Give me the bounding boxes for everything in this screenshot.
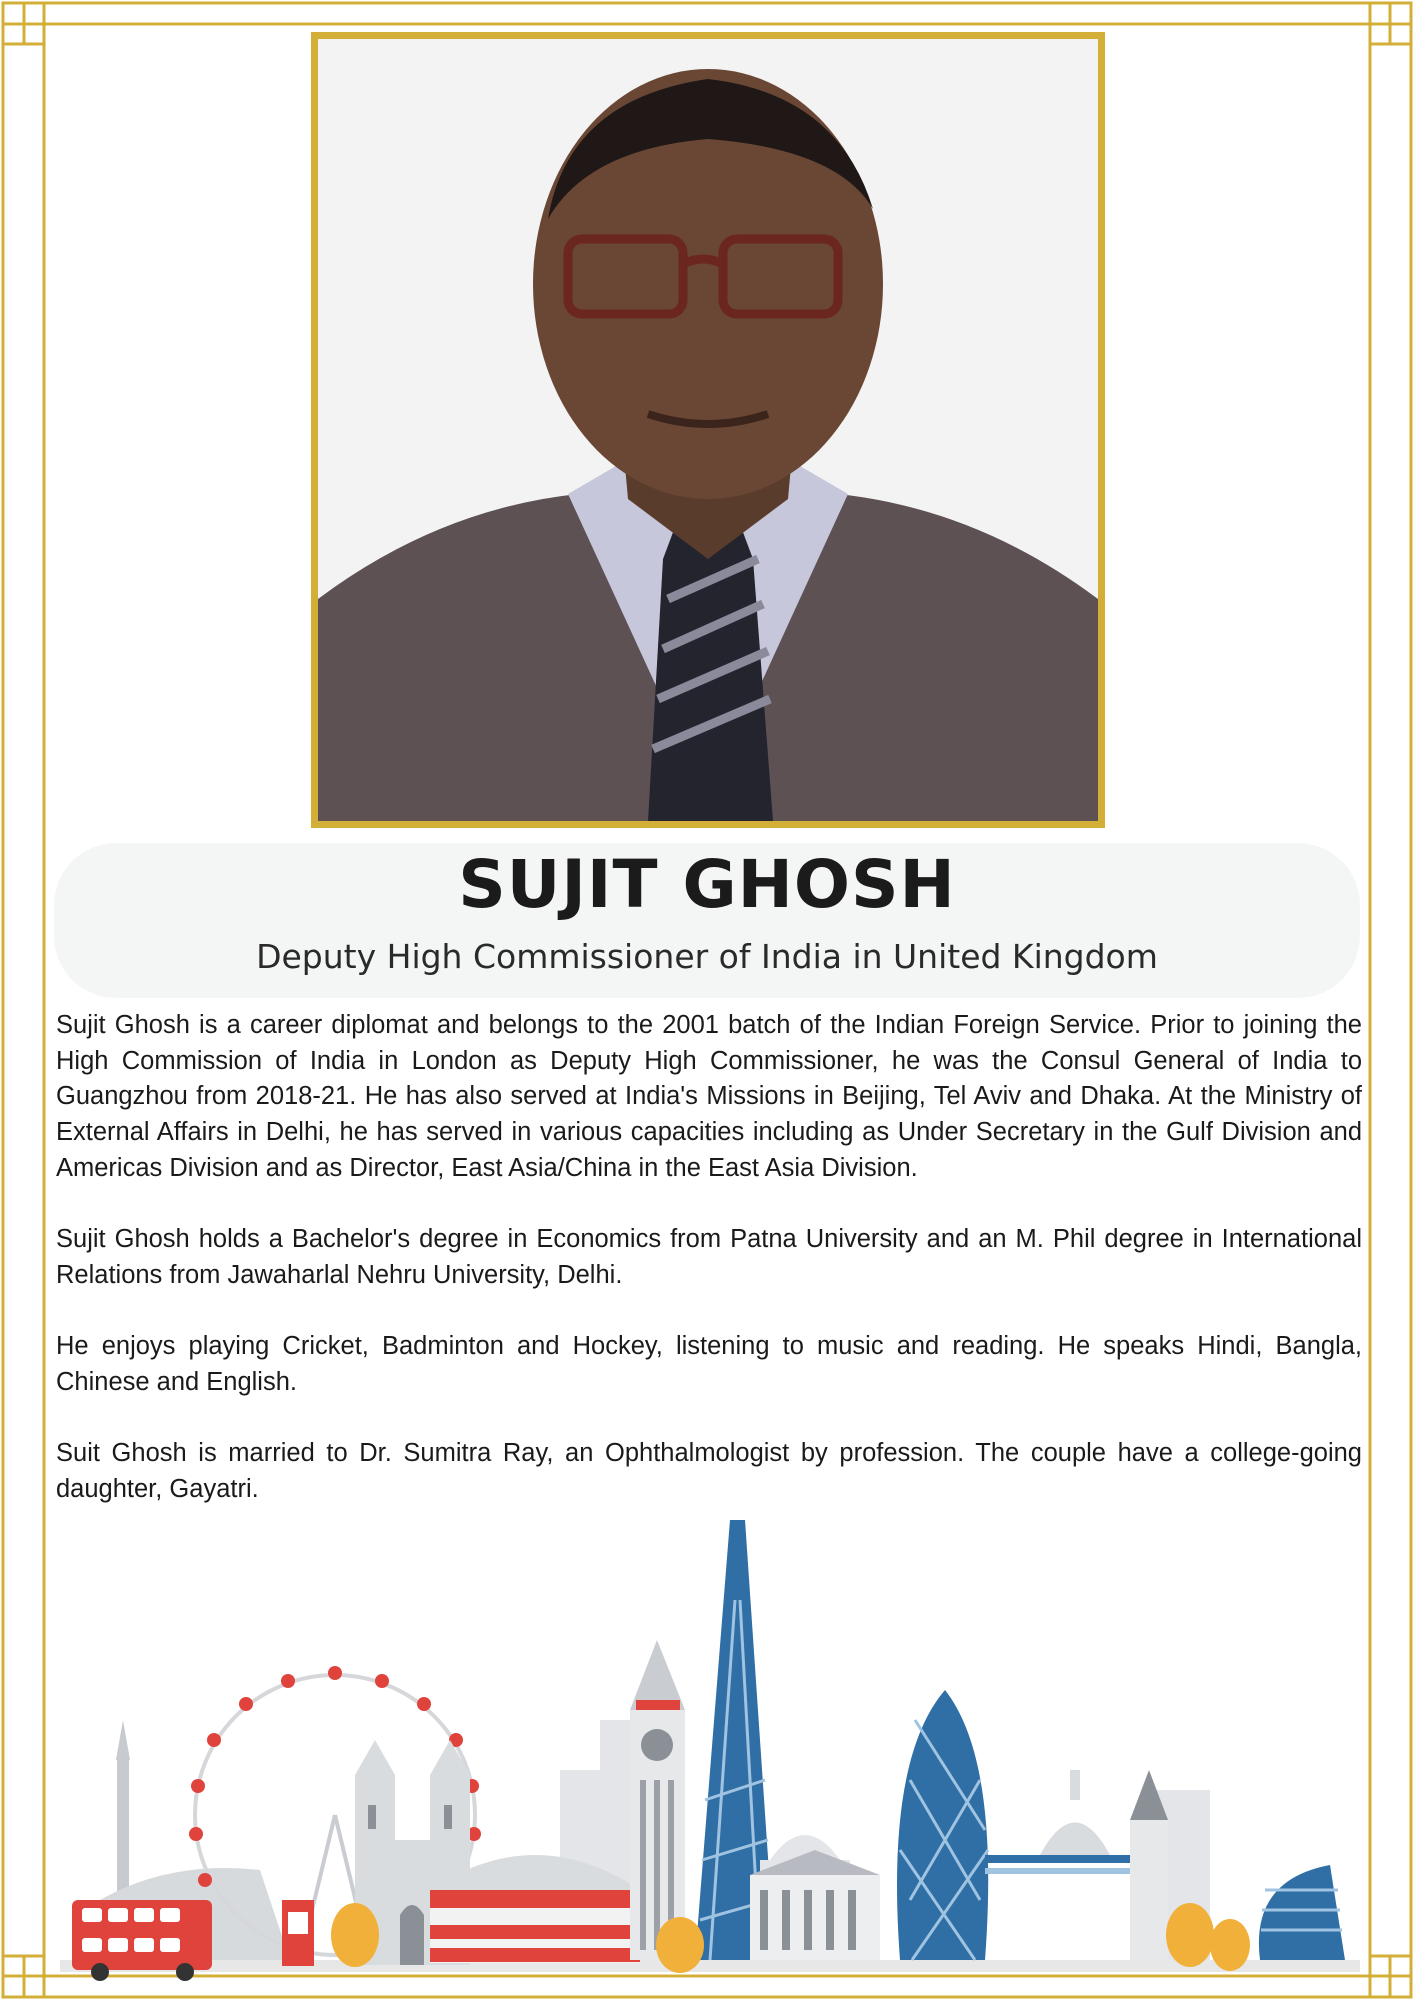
big-ben xyxy=(630,1640,685,1960)
the-gherkin xyxy=(897,1690,988,1960)
bio-paragraph: Suit Ghosh is married to Dr. Sumitra Ray, an Ophthalmologist by profession. The couple have a college-going daughter, Gayatri. xyxy=(56,1439,1362,1504)
bio-paragraph: He enjoys playing Cricket, Badminton and Hockey, listening to music and reading. He speaks Hindi, Bangla, Chinese and English. xyxy=(56,1332,1362,1396)
st-pauls-cathedral xyxy=(1040,1770,1110,1855)
bio-paragraph: Sujit Ghosh holds a Bachelor's degree in Economics from Patna University and an M. Phil degree in International Relations from Jawaharlal Nehru University, Delhi. xyxy=(56,1225,1362,1289)
red-bus xyxy=(72,1900,212,1981)
person-name: SUJIT GHOSH xyxy=(458,846,956,923)
biography xyxy=(56,1008,1362,1543)
london-skyline-illustration xyxy=(0,1520,1414,2000)
city-hall xyxy=(1259,1865,1345,1960)
bio-paragraph: Sujit Ghosh is a career diplomat and belongs to the 2001 batch of the Indian Foreign Service. Prior to joining the High Commission of India in London as Deputy High Commissioner, he was the Consul General of India to Guangzhou from 2018-21. He has also served at India's Missions in Beijing, Tel Aviv and Dhaka. At the Ministry of External Affairs in Delhi, he has served in various capacities including as Under Secretary in the Gulf Division and Americas Division and as Director, East Asia/China in the East Asia Division. xyxy=(56,1011,1362,1182)
portrait-illustration xyxy=(318,39,1098,821)
portrait-photo xyxy=(311,32,1105,828)
phone-box xyxy=(282,1900,314,1966)
person-title: Deputy High Commissioner of India in United Kingdom xyxy=(256,937,1158,976)
